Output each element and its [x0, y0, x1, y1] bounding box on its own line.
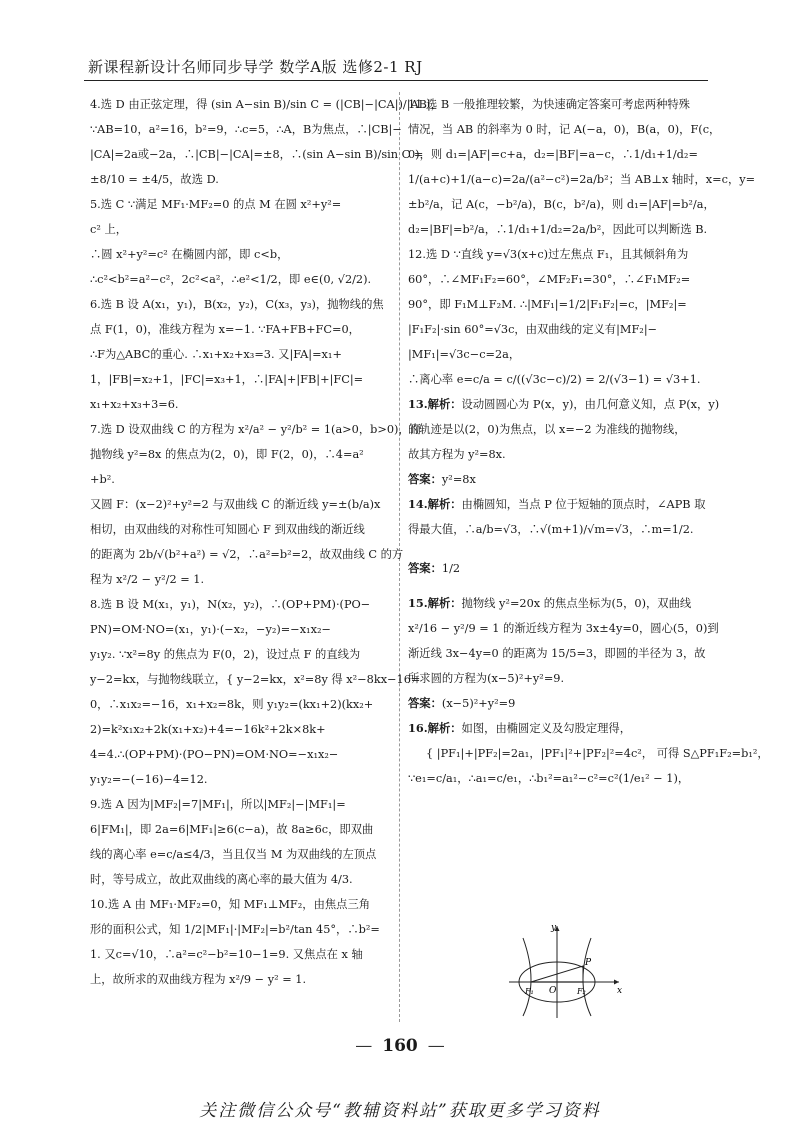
solution-line: ∴圆 x²+y²=c² 在椭圆内部，即 c<b， [90, 248, 289, 261]
x-axis-arrow [614, 980, 619, 985]
solution-line: c² 上， [90, 223, 128, 236]
solution-q4 [90, 92, 443, 192]
solution-line: 抛物线 y²=8x 的焦点为(2，0)，即 F(2，0)，∴4=a² [90, 448, 364, 461]
solution-line: 1. 又c=√10，∴a²=c²−b²=10−1=9. 又焦点在 x 轴 [90, 948, 363, 961]
solution-line: ∴离心率 e=c/a = c/((√3c−c)/2) = 2/(√3−1) = √3+1. [408, 373, 701, 386]
hyperbola-right-branch [583, 938, 591, 1016]
label-f1: F₁ [525, 987, 534, 996]
solution-line: 1/(a+c)+1/(a−c)=2a/(a²−c²)=2a/b²；当 AB⊥x 轴时，x=c，y= [408, 173, 756, 186]
solution-line: 8.选 B 设 M(x₁，y₁)，N(x₂，y₂)，∴(OP+PM)·(PO− [90, 598, 371, 611]
solution-q16 [408, 716, 769, 791]
solution-line: 6|FM₁|，即 2a=6|MF₁|≥6(c−a)，故 8a≥6c，即双曲 [90, 823, 374, 836]
solution-line: d₂=|BF|=b²/a，∴1/d₁+1/d₂=2a/b²，因此可以判断选 B. [408, 223, 708, 236]
label-y: y [551, 923, 557, 933]
solution-line: PN)=OM·NO=(x₁，y₁)·(−x₂，−y₂)=−x₁x₂− [90, 623, 331, 636]
solution-line: x²/16 − y²/9 = 1 的渐近线方程为 3x±4y=0，圆心(5，0)到 [408, 622, 719, 635]
solution-q14 [408, 492, 708, 581]
solution-line: 1，|FB|=x₂+1，|FC|=x₃+1，∴|FA|+|FB|+|FC|= [90, 373, 364, 386]
answer-value: y²=8x [441, 473, 476, 486]
ellipse-hyperbola-figure [505, 920, 625, 1020]
solution-line: 4=4.∴(OP+PM)·(PO−PN)=OM·NO=−x₁x₂− [90, 748, 339, 761]
answer-line [408, 467, 708, 492]
solution-line: 6.选 B 设 A(x₁，y₁)，B(x₂，y₂)，C(x₃，y₃)，抛物线的焦 [90, 298, 384, 311]
solution-line: 4.选 D 由正弦定理，得 (sin A−sin B)/sin C = (|CB|−|CA|)/|AB|， [90, 98, 443, 111]
label-f2: F₂ [577, 987, 586, 996]
solution-line: ∴F为△ABC的重心. ∴x₁+x₂+x₃=3. 又|FA|=x₁+ [90, 348, 342, 361]
label-x: x [617, 986, 623, 996]
solution-q12 [408, 242, 708, 392]
solution-line: 9.选 A 因为|MF₂|=7|MF₁|，所以|MF₂|−|MF₁|= [90, 798, 346, 811]
answer-label: 答案： [408, 472, 442, 486]
equation-system: { |PF₁|+|PF₂|=2a₁，|PF₁|²+|PF₂|²=4c²， 可得 S△PF₁F₂=b₁²， [426, 747, 769, 760]
solution-line: ∵AB=10，a²=16，b²=9，∴c=5，∴A，B为焦点，∴|CB|− [90, 123, 402, 136]
solution-line: y₁y₂=−(−16)−4=12. [90, 773, 208, 786]
solution-line: 的轨迹是以(2，0)为焦点，以 x=−2 为准线的抛物线， [408, 423, 686, 436]
solution-line: 点 F(1，0)，准线方程为 x=−1. ∵FA+FB+FC=0， [90, 323, 360, 336]
solution-line: 相切，由双曲线的对称性可知圆心 F 到双曲线的渐近线 [90, 523, 365, 536]
solution-line: 60°，∴∠MF₁F₂=60°，∠MF₂F₁=30°，∴∠F₁MF₂= [408, 273, 691, 286]
solution-line: ±8/10 = ±4/5，故选 D. [90, 173, 219, 186]
solution-line: 渐近线 3x−4y=0 的距离为 15/5=3，即圆的半径为 3，故 [408, 647, 706, 660]
solution-line: 的距离为 2b/√(b²+a²) = √2，∴a²=b²=2，故双曲线 C 的方 [90, 548, 404, 561]
solution-line [408, 492, 708, 517]
analysis-label: 15.解析： [408, 596, 462, 610]
solution-line: 情况，当 AB 的斜率为 0 时，记 A(−a，0)，B(a，0)，F(c， [408, 123, 721, 136]
solution-line: |MF₁|=√3c−c=2a， [408, 348, 521, 361]
solution-q13 [408, 392, 720, 492]
solution-text: 由椭圆知，当点 P 位于短轴的顶点时，∠APB 取 [461, 498, 706, 511]
solution-text: 设动圆圆心为 P(x，y)，由几何意义知，点 P(x，y) [461, 398, 720, 411]
answer-value: 1/2 [441, 562, 461, 575]
solution-line: ±b²/a，记 A(c，−b²/a)，B(c，b²/a)，则 d₁=|AF|=b²/a， [408, 198, 715, 211]
analysis-label: 16.解析： [408, 721, 462, 735]
solution-text: 如图，由椭圆定义及勾股定理得， [461, 722, 632, 735]
solution-line [408, 392, 720, 417]
header-rule [84, 80, 708, 81]
solution-line: 又圆 F：(x−2)²+y²=2 与双曲线 C 的渐近线 y=±(b/a)x [90, 498, 381, 511]
running-header: 新课程新设计名师同步导学 数学A版 选修2-1 RJ [88, 58, 423, 76]
footer-note: 关注微信公众号“教辅资料站”获取更多学习资料 [199, 1101, 601, 1121]
answer-value: (x−5)²+y²=9 [441, 697, 516, 710]
solution-line [408, 716, 708, 741]
solution-line: 11.选 B 一般推理较繁，为快速确定答案可考虑两种特殊 [408, 98, 690, 111]
solution-line: 2)=k²x₁x₂+2k(x₁+x₂)+4=−16k²+2k×8k+ [90, 723, 326, 736]
solution-line: 程为 x²/2 − y²/2 = 1. [90, 573, 205, 586]
solution-line: 7.选 D 设双曲线 C 的方程为 x²/a² − y²/b² = 1(a>0，b>0)，而 [90, 423, 422, 436]
solution-line: ∴c²<b²=a²−c²，2c²<a²，∴e²<1/2，即 e∈(0, √2/2). [90, 273, 372, 286]
solution-q9 [90, 792, 390, 892]
solution-line: 线的离心率 e=c/a≤4/3，当且仅当 M 为双曲线的左顶点 [90, 848, 377, 861]
page-number: — 160 — [355, 1036, 445, 1056]
solution-line: 时，等号成立，故此双曲线的离心率的最大值为 4/3. [90, 873, 353, 886]
solution-line: 所求圆的方程为(x−5)²+y²=9. [408, 672, 565, 685]
solution-q8 [90, 592, 421, 792]
solution-q11 [408, 92, 756, 242]
solution-line: 形的面积公式，知 1/2|MF₁|·|MF₂|=b²/tan 45°，∴b²= [90, 923, 380, 936]
solution-line [408, 591, 708, 616]
answer-label: 答案： [408, 561, 442, 575]
solution-line: 5.选 C ∵满足 MF₁·MF₂=0 的点 M 在圆 x²+y²= [90, 198, 342, 211]
solution-line: x₁+x₂+x₃+3=6. [90, 398, 179, 411]
answer-line [408, 691, 708, 716]
analysis-label: 14.解析： [408, 497, 462, 511]
solution-line: 10.选 A 由 MF₁·MF₂=0，知 MF₁⊥MF₂，由焦点三角 [90, 898, 371, 911]
label-origin: O [549, 986, 557, 996]
solution-q5 [90, 192, 390, 292]
solution-line: ∵e₁=c/a₁，∴a₁=c/e₁，∴b₁²=a₁²−c²=c²(1/e₁² − 1)， [408, 772, 690, 785]
solution-q15 [408, 591, 719, 716]
solution-line: |CA|=2a或−2a，∴|CB|−|CA|=±8，∴(sin A−sin B)/sin C = [90, 148, 424, 161]
solution-line: 0)，则 d₁=|AF|=c+a，d₂=|BF|=a−c，∴1/d₁+1/d₂= [408, 148, 698, 161]
solution-line: 12.选 D ∵直线 y=√3(x+c)过左焦点 F₁，且其倾斜角为 [408, 248, 689, 261]
solution-line: 上，故所求的双曲线方程为 x²/9 − y² = 1. [90, 973, 307, 986]
solution-q6 [90, 292, 390, 417]
hyperbola-left-branch [523, 938, 531, 1016]
answer-label: 答案： [408, 696, 442, 710]
page-number-value: 160 [382, 1036, 418, 1056]
right-column [408, 92, 769, 791]
solution-line: 90°，即 F₁M⊥F₂M. ∴|MF₁|=1/2|F₁F₂|=c，|MF₂|= [408, 298, 687, 311]
analysis-label: 13.解析： [408, 397, 462, 411]
solution-q10 [90, 892, 390, 992]
solution-line: y−2=kx，与抛物线联立，{ y−2=kx，x²=8y 得 x²−8kx−16= [90, 673, 421, 686]
solution-line: |F₁F₂|·sin 60°=√3c，由双曲线的定义有|MF₂|− [408, 323, 658, 336]
solution-line: y₁y₂. ∵x²=8y 的焦点为 F(0，2)，设过点 F 的直线为 [90, 648, 361, 661]
solution-q7 [90, 417, 422, 592]
solution-line: 故其方程为 y²=8x. [408, 448, 506, 461]
solution-line: +b². [90, 473, 115, 486]
solution-text: 抛物线 y²=20x 的焦点坐标为(5，0)，双曲线 [461, 597, 692, 610]
label-p: P [585, 958, 592, 968]
answer-line [408, 556, 708, 581]
solution-line: 得最大值，∴a/b=√3，∴√(m+1)/√m=√3，∴m=1/2. [408, 523, 694, 536]
solution-line: 0，∴x₁x₂=−16，x₁+x₂=8k，则 y₁y₂=(kx₁+2)(kx₂+ [90, 698, 374, 711]
